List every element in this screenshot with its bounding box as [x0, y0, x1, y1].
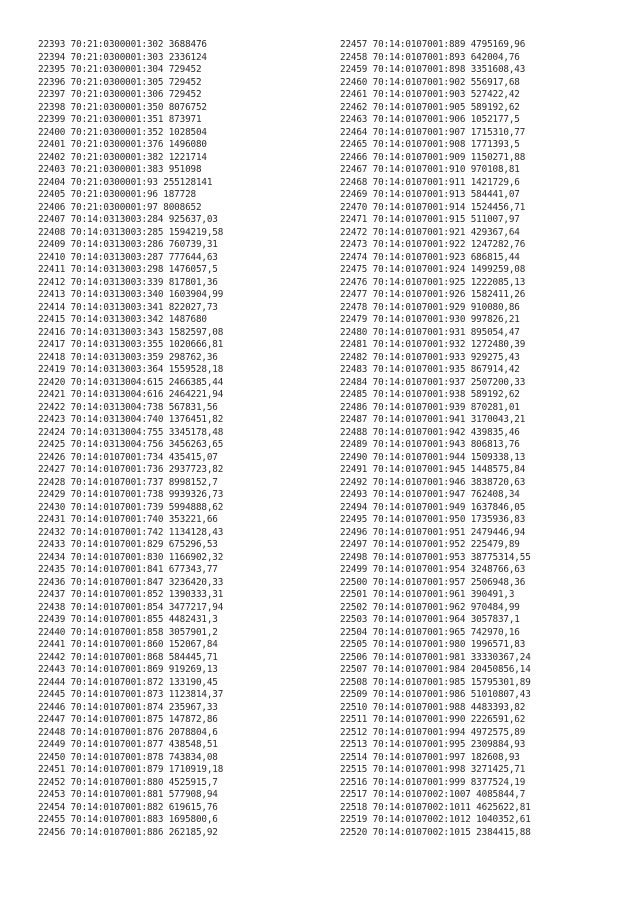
record-row: 22407 70:14:0313003:284 925637,03: [38, 214, 218, 225]
record-row: 22434 70:14:0107001:830 1166902,32: [38, 551, 224, 563]
record-row: 22500 70:14:0107001:957 2506948,36: [340, 576, 526, 588]
record-row: 22441 70:14:0107001:860 152067,84: [38, 639, 218, 650]
record-row: 22425 70:14:0313004:756 3456263,65: [38, 439, 224, 450]
record-row: 22506 70:14:0107001:981 33330367,24: [340, 651, 531, 663]
record-row: 22450 70:14:0107001:878 743834,08: [38, 751, 218, 763]
record-row: 22493 70:14:0107001:947 762408,34: [340, 489, 520, 500]
record-row: 22484 70:14:0107001:937 2507200,33: [340, 376, 526, 388]
record-row: 22394 70:21:0300001:303 2336124: [38, 51, 207, 63]
record-row: 22503 70:14:0107001:964 3057837,1: [340, 614, 520, 625]
record-row: 22424 70:14:0313004:755 3345178,48: [38, 426, 224, 438]
record-row: 22431 70:14:0107001:740 353221,66: [38, 514, 218, 525]
record-row: 22499 70:14:0107001:954 3248766,63: [340, 564, 526, 575]
record-row: 22433 70:14:0107001:829 675296,53: [38, 539, 218, 550]
record-row: 22426 70:14:0107001:734 435415,07: [38, 451, 218, 463]
record-row: 22504 70:14:0107001:965 742970,16: [340, 626, 520, 638]
record-row: 22454 70:14:0107001:882 619615,76: [38, 801, 218, 813]
record-row: 22495 70:14:0107001:950 1735936,83: [340, 514, 526, 525]
record-row: 22489 70:14:0107001:943 806813,76: [340, 439, 520, 450]
record-row: 22393 70:21:0300001:302 3688476: [38, 39, 207, 50]
record-row: 22494 70:14:0107001:949 1637846,05: [340, 501, 526, 513]
record-row: 22444 70:14:0107001:872 133190,45: [38, 676, 218, 688]
record-row: 22440 70:14:0107001:858 3057901,2: [38, 626, 218, 638]
record-row: 22474 70:14:0107001:923 686815,44: [340, 251, 520, 263]
record-row: 22430 70:14:0107001:739 5994888,62: [38, 501, 224, 513]
record-row: 22487 70:14:0107001:941 3170043,21: [340, 414, 526, 425]
record-row: 22520 70:14:0107002:1015 2384415,88: [340, 826, 531, 838]
record-row: 22473 70:14:0107001:922 1247282,76: [340, 239, 526, 250]
record-row: 22408 70:14:0313003:285 1594219,58: [38, 226, 224, 238]
record-row: 22418 70:14:0313003:359 298762,36: [38, 351, 218, 363]
record-row: 22455 70:14:0107001:883 1695800,6: [38, 814, 218, 825]
record-row: 22413 70:14:0313003:340 1603904,99: [38, 289, 224, 300]
record-row: 22512 70:14:0107001:994 4972575,89: [340, 726, 526, 738]
record-row: 22469 70:14:0107001:913 584441,07: [340, 189, 520, 200]
record-row: 22453 70:14:0107001:881 577908,94: [38, 789, 218, 800]
record-row: 22399 70:21:0300001:351 873971: [38, 114, 202, 125]
record-row: 22498 70:14:0107001:953 38775314,55: [340, 551, 531, 563]
record-row: 22472 70:14:0107001:921 429367,64: [340, 226, 520, 238]
record-row: 22468 70:14:0107001:911 1421729,6: [340, 176, 520, 188]
record-row: 22480 70:14:0107001:931 895054,47: [340, 326, 520, 338]
record-row: 22456 70:14:0107001:886 262185,92: [38, 826, 218, 838]
record-row: 22449 70:14:0107001:877 438548,51: [38, 739, 218, 750]
record-row: 22492 70:14:0107001:946 3838720,63: [340, 476, 526, 488]
record-row: 22465 70:14:0107001:908 1771393,5: [340, 139, 520, 150]
record-row: 22406 70:21:0300001:97 8008652: [38, 201, 202, 213]
record-row: 22401 70:21:0300001:376 1496080: [38, 139, 207, 150]
record-row: 22411 70:14:0313003:298 1476057,5: [38, 264, 218, 275]
record-row: 22470 70:14:0107001:914 1524456,71: [340, 201, 526, 213]
record-row: 22439 70:14:0107001:855 4482431,3: [38, 614, 218, 625]
record-row: 22427 70:14:0107001:736 2937723,82: [38, 464, 224, 475]
record-row: 22481 70:14:0107001:932 1272480,39: [340, 339, 526, 350]
record-row: 22410 70:14:0313003:287 777644,63: [38, 251, 218, 263]
record-row: 22420 70:14:0313004:615 2466385,44: [38, 376, 224, 388]
record-row: 22505 70:14:0107001:980 1996571,83: [340, 639, 526, 650]
record-row: 22428 70:14:0107001:737 8998152,7: [38, 476, 218, 488]
record-row: 22458 70:14:0107001:893 642004,76: [340, 51, 520, 63]
record-row: 22397 70:21:0300001:306 729452: [38, 89, 202, 100]
record-row: 22507 70:14:0107001:984 20450856,14: [340, 664, 531, 675]
record-row: 22491 70:14:0107001:945 1448575,84: [340, 464, 526, 475]
record-row: 22485 70:14:0107001:938 589192,62: [340, 389, 520, 400]
record-row: 22451 70:14:0107001:879 1710919,18: [38, 764, 224, 775]
record-row: 22490 70:14:0107001:944 1509338,13: [340, 451, 526, 463]
record-row: 22402 70:21:0300001:382 1221714: [38, 151, 207, 163]
record-row: 22395 70:21:0300001:304 729452: [38, 64, 202, 75]
record-row: 22478 70:14:0107001:929 910080,86: [340, 301, 520, 313]
record-row: 22467 70:14:0107001:910 970108,81: [340, 164, 520, 175]
record-row: 22409 70:14:0313003:286 760739,31: [38, 239, 218, 250]
record-row: 22471 70:14:0107001:915 511007,97: [340, 214, 520, 225]
record-row: 22475 70:14:0107001:924 1499259,08: [340, 264, 526, 275]
record-row: 22514 70:14:0107001:997 182608,93: [340, 751, 520, 763]
record-row: 22461 70:14:0107001:903 527422,42: [340, 89, 520, 100]
record-row: 22457 70:14:0107001:889 4795169,96: [340, 39, 526, 50]
record-row: 22416 70:14:0313003:343 1582597,08: [38, 326, 224, 338]
record-row: 22476 70:14:0107001:925 1222085,13: [340, 276, 526, 288]
record-row: 22429 70:14:0107001:738 9939326,73: [38, 489, 224, 500]
record-row: 22432 70:14:0107001:742 1134128,43: [38, 526, 224, 538]
record-row: 22501 70:14:0107001:961 390491,3: [340, 589, 515, 600]
record-row: 22437 70:14:0107001:852 1390333,31: [38, 589, 224, 600]
record-row: 22509 70:14:0107001:986 51010807,43: [340, 689, 531, 700]
record-row: 22398 70:21:0300001:350 8076752: [38, 101, 207, 113]
record-row: 22497 70:14:0107001:952 225479,89: [340, 539, 520, 550]
record-row: 22446 70:14:0107001:874 235967,33: [38, 701, 218, 713]
record-row: 22445 70:14:0107001:873 1123814,37: [38, 689, 224, 700]
record-row: 22443 70:14:0107001:869 919269,13: [38, 664, 218, 675]
record-row: 22403 70:21:0300001:383 951098: [38, 164, 202, 175]
record-row: 22516 70:14:0107001:999 8377524,19: [340, 776, 526, 788]
right-column: [340, 39, 531, 839]
record-row: 22448 70:14:0107001:876 2078804,6: [38, 726, 218, 738]
record-row: 22511 70:14:0107001:990 2226591,62: [340, 714, 526, 725]
left-column: [38, 39, 223, 839]
record-row: 22513 70:14:0107001:995 2309884,93: [340, 739, 526, 750]
record-row: 22502 70:14:0107001:962 970484,99: [340, 601, 520, 613]
record-row: 22510 70:14:0107001:988 4483393,82: [340, 701, 526, 713]
record-row: 22518 70:14:0107002:1011 4625622,81: [340, 801, 531, 813]
record-row: 22422 70:14:0313004:738 567831,56: [38, 401, 218, 413]
record-row: 22460 70:14:0107001:902 556917,68: [340, 76, 520, 88]
record-row: 22477 70:14:0107001:926 1582411,26: [340, 289, 526, 300]
record-row: 22464 70:14:0107001:907 1715310,77: [340, 126, 526, 138]
record-row: 22435 70:14:0107001:841 677343,77: [38, 564, 218, 575]
record-row: 22482 70:14:0107001:933 929275,43: [340, 351, 520, 363]
record-row: 22519 70:14:0107002:1012 1040352,61: [340, 814, 531, 825]
record-row: 22419 70:14:0313003:364 1559528,18: [38, 364, 224, 375]
record-row: 22508 70:14:0107001:985 15795301,89: [340, 676, 531, 688]
record-row: 22405 70:21:0300001:96 187728: [38, 189, 196, 200]
record-row: 22488 70:14:0107001:942 439835,46: [340, 426, 520, 438]
record-row: 22400 70:21:0300001:352 1028504: [38, 126, 207, 138]
record-row: 22447 70:14:0107001:875 147872,86: [38, 714, 218, 725]
record-row: 22404 70:21:0300001:93 255128141: [38, 176, 213, 188]
record-row: 22421 70:14:0313004:616 2464221,94: [38, 389, 224, 400]
record-row: 22436 70:14:0107001:847 3236420,33: [38, 576, 224, 588]
record-row: 22479 70:14:0107001:930 997826,21: [340, 314, 520, 325]
record-row: 22463 70:14:0107001:906 1052177,5: [340, 114, 520, 125]
record-row: 22423 70:14:0313004:740 1376451,82: [38, 414, 224, 425]
record-row: 22414 70:14:0313003:341 822027,73: [38, 301, 218, 313]
record-row: 22496 70:14:0107001:951 2479446,94: [340, 526, 526, 538]
record-row: 22486 70:14:0107001:939 870281,01: [340, 401, 520, 413]
record-row: 22462 70:14:0107001:905 589192,62: [340, 101, 520, 113]
record-row: 22517 70:14:0107002:1007 4085844,7: [340, 789, 526, 800]
record-row: 22417 70:14:0313003:355 1020666,81: [38, 339, 224, 350]
record-row: 22415 70:14:0313003:342 1487680: [38, 314, 207, 325]
record-row: 22515 70:14:0107001:998 3271425,71: [340, 764, 526, 775]
record-row: 22412 70:14:0313003:339 817801,36: [38, 276, 218, 288]
record-row: 22396 70:21:0300001:305 729452: [38, 76, 202, 88]
record-row: 22442 70:14:0107001:868 584445,71: [38, 651, 218, 663]
record-row: 22438 70:14:0107001:854 3477217,94: [38, 601, 224, 613]
record-row: 22459 70:14:0107001:898 3351608,43: [340, 64, 526, 75]
record-row: 22452 70:14:0107001:880 4525915,7: [38, 776, 218, 788]
record-row: 22483 70:14:0107001:935 867914,42: [340, 364, 520, 375]
record-row: 22466 70:14:0107001:909 1150271,88: [340, 151, 526, 163]
